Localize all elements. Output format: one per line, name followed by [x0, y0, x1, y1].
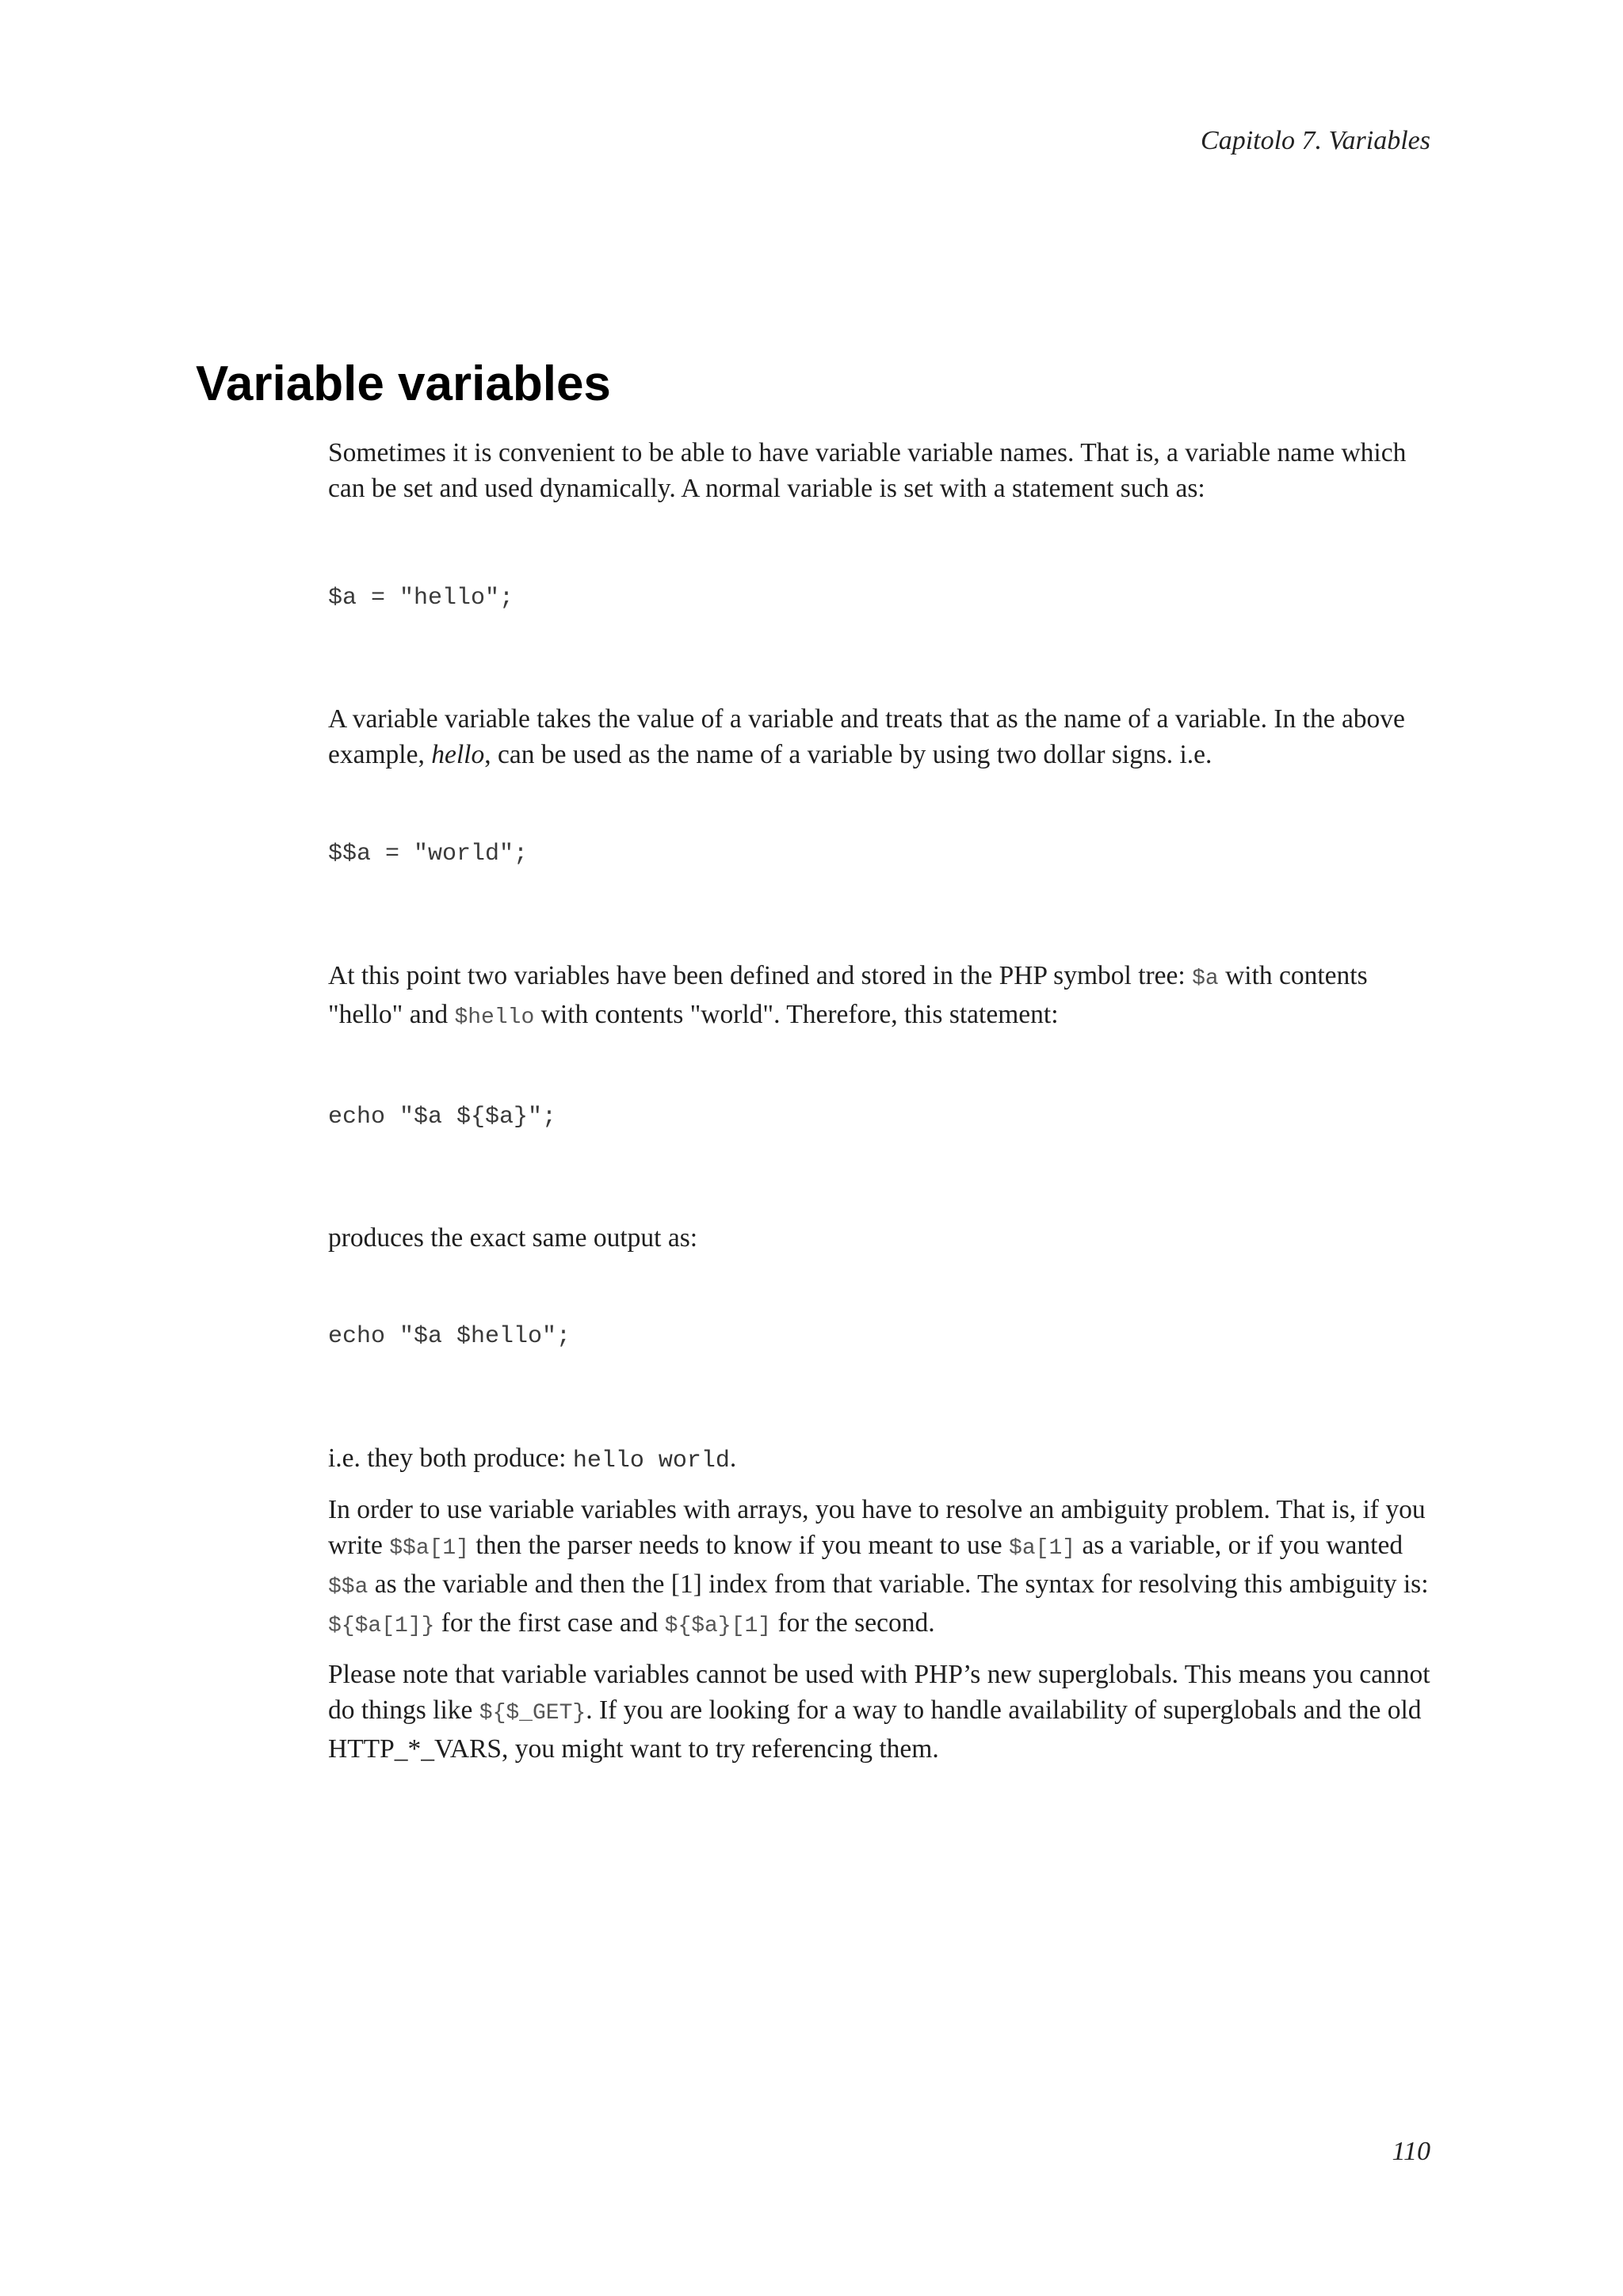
code-example-assignment: $a = "hello";: [328, 585, 514, 612]
inline-code: hello world: [572, 1447, 730, 1474]
symbol-tree-paragraph: At this point two variables have been defined and stored in the PHP symbol tree: $a with contents "hello" and $hello with contents "world". Therefore, this statement:: [328, 961, 1368, 1030]
inline-code: $a: [1192, 967, 1219, 991]
section-title: Variable variables: [196, 357, 611, 411]
section-body: [328, 435, 1430, 1767]
inline-code: $a[1]: [1009, 1536, 1076, 1561]
inline-code: $hello: [454, 1005, 535, 1030]
variable-variable-paragraph: A variable variable takes the value of a variable and treats that as the name of a variable. In the above example, hello, can be used as the name of a variable by using two dollar signs. i.e.: [328, 704, 1405, 769]
page-number: 110: [1392, 2137, 1430, 2166]
running-header: Capitolo 7. Variables: [1201, 126, 1430, 155]
both-produce-paragraph: i.e. they both produce: hello world.: [328, 1444, 737, 1474]
inline-code: $$a[1]: [389, 1536, 470, 1561]
inline-code: ${$a}[1]: [664, 1614, 772, 1638]
arrays-ambiguity-paragraph: In order to use variable variables with arrays, you have to resolve an ambiguity problem. That is, if you write $$a[1] then the parser needs to know if you meant to use $a[1] as a variable, or if you wanted $$a as the variable and then the [1] index from that variable. The syntax for resolving this ambiguity is: ${$a[1]} for the first case and ${$a}[1] for the second.: [328, 1495, 1429, 1638]
code-example-double-dollar: $$a = "world";: [328, 841, 529, 868]
inline-code: ${$_GET}: [479, 1701, 586, 1726]
superglobals-note-paragraph: Please note that variable variables cannot be used with PHP’s new superglobals. This means you cannot do things like ${$_GET}. If you are looking for a way to handle availability of superglobals and the old HTTP_*_VARS, you might want to try referencing them.: [328, 1660, 1430, 1764]
inline-code: $$a: [328, 1575, 369, 1600]
code-example-echo-hello: echo "$a $hello";: [328, 1323, 571, 1350]
inline-code: ${$a[1]}: [328, 1614, 435, 1638]
same-output-paragraph: produces the exact same output as:: [328, 1223, 698, 1253]
code-example-echo-braces: echo "$a ${$a}";: [328, 1104, 557, 1131]
emphasis-hello: hello: [431, 740, 485, 769]
intro-paragraph: Sometimes it is convenient to be able to have variable variable names. That is, a variable name which can be set and used dynamically. A normal variable is set with a statement such as:: [328, 438, 1407, 503]
